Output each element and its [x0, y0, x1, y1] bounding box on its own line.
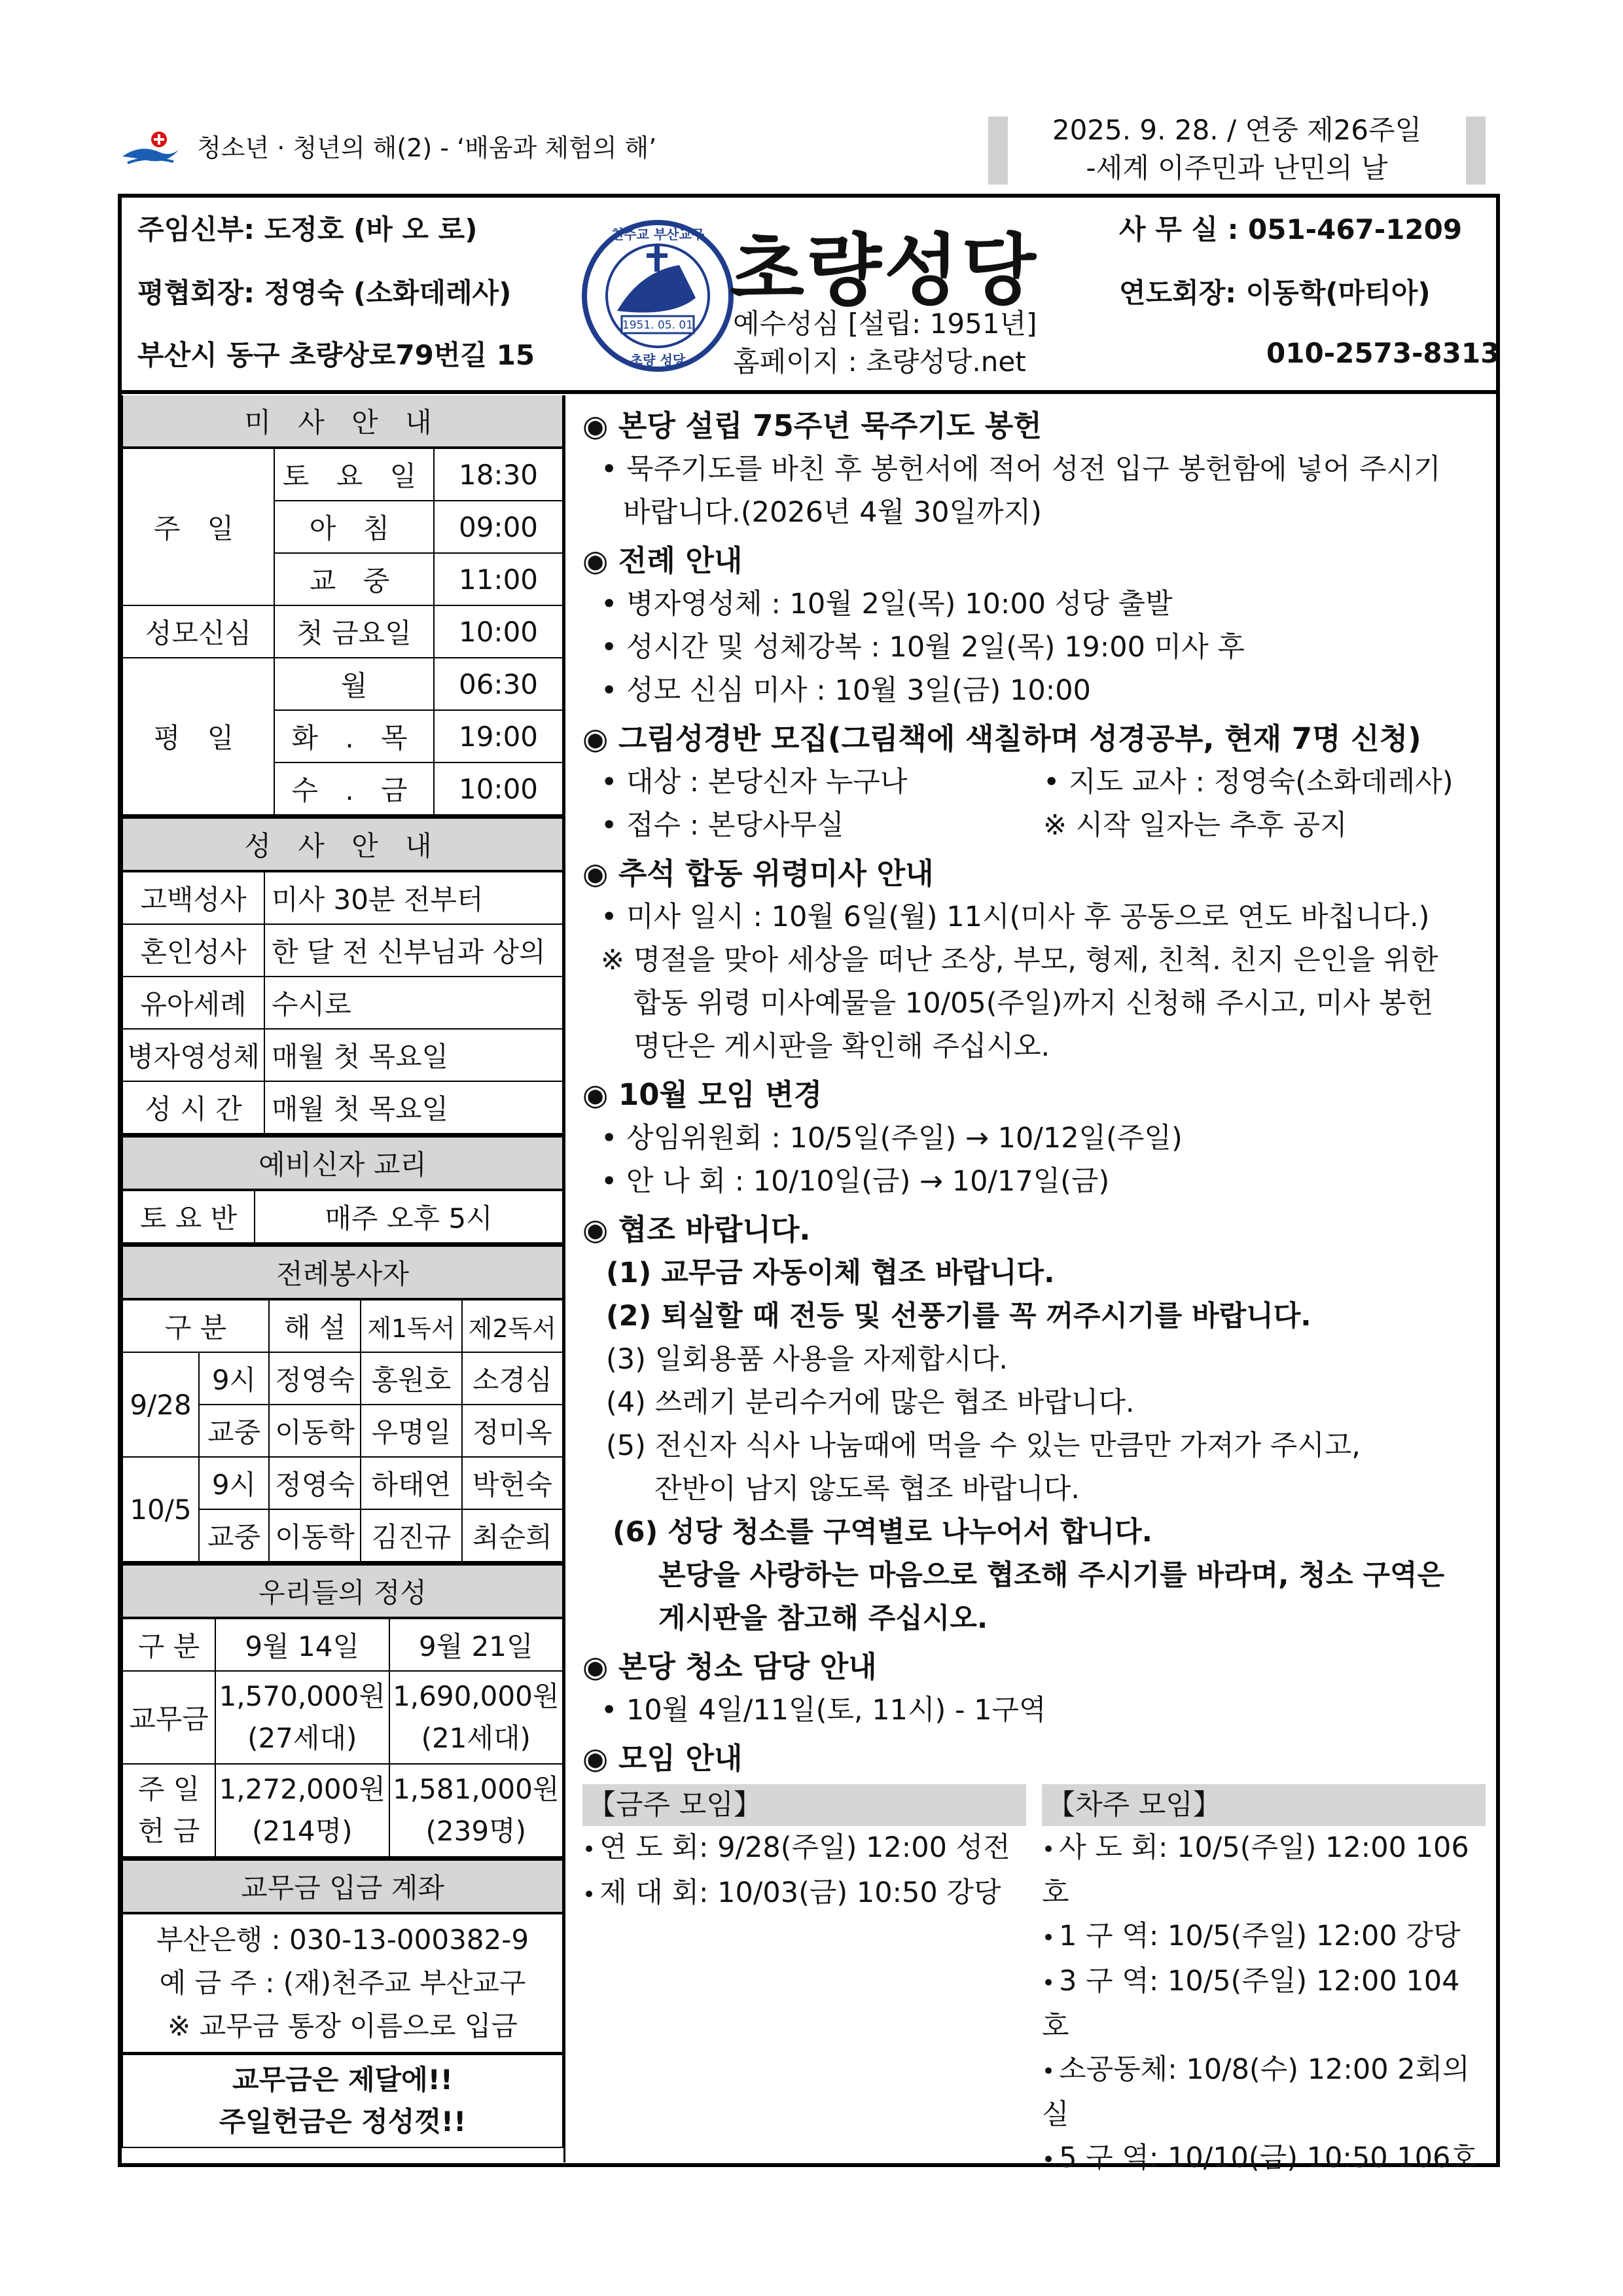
sacrament-header: 성 사 안 내: [122, 817, 563, 872]
yeondo-president: 연도회장: 이동학(마티아): [1119, 277, 1431, 309]
slogan-2: 주일헌금은 정성껏!!: [219, 2106, 467, 2138]
offering-count: (27세대): [247, 1722, 357, 1754]
notice-line: • 상임위원회 : 10/5일(주일) → 10/12일(주일): [601, 1122, 1183, 1155]
section-title: ◉ 전례 안내: [582, 543, 743, 578]
offering-amount: 1,690,000원: [393, 1680, 560, 1712]
ministers-name: 소경심: [462, 1352, 563, 1405]
council-president: 평협회장: 정영숙 (소화데레사): [137, 277, 512, 309]
catechumen-key: 토 요 반: [122, 1190, 255, 1243]
sacrament-key: 유아세례: [122, 977, 264, 1029]
wed-label: 수 . 금: [274, 762, 434, 815]
office-phone: 사 무 실 : 051-467-1209: [1119, 213, 1463, 245]
mon-label: 월: [274, 658, 434, 710]
ministers-name: 정영숙: [269, 1457, 361, 1509]
notice-line: 합동 위령 미사예물을 10/05(주일)까지 신청해 주시고, 미사 봉헌: [633, 987, 1434, 1020]
meeting-item: • 사 도 회: 10/5(주일) 12:00 106호: [1042, 1826, 1486, 1914]
gyojung-label: 교 중: [274, 553, 434, 605]
notice-line: 바랍니다.(2026년 4월 30일까지): [623, 496, 1042, 529]
sacrament-key: 혼인성사: [122, 924, 264, 977]
catechumen-value: 매주 오후 5시: [255, 1190, 563, 1243]
notice-line: • 성모 신심 미사 : 10월 3일(금) 10:00: [601, 674, 1091, 707]
parish-seal-icon: [581, 219, 735, 373]
slogan-1: 교무금은 제달에!!: [232, 2064, 453, 2096]
main-content: [582, 399, 1486, 2181]
gyojung-time: 11:00: [434, 553, 563, 605]
meeting-item: • 제 대 회: 10/03(금) 10:50 강당: [582, 1871, 1026, 1916]
ministers-header: 전례봉사자: [122, 1246, 563, 1300]
section-title: ◉ 협조 바랍니다.: [582, 1212, 811, 1247]
notice-line: • 미사 일시 : 10월 6일(월) 11시(미사 후 공동으로 연도 바칩니다.): [601, 901, 1430, 933]
seal-top-text: 천주교 부산교구: [611, 226, 705, 242]
next-week-header: 【차주 모임】: [1042, 1784, 1486, 1826]
date-bar-right: [1466, 117, 1486, 185]
sacrament-key: 병자영성체: [122, 1029, 264, 1081]
notice-line: (2) 퇴실할 때 전등 및 선풍기를 꼭 꺼주시기를 바랍니다.: [606, 1300, 1311, 1333]
sunday-label: 주 일: [122, 448, 274, 605]
ministers-col: 구 분: [122, 1299, 269, 1352]
notice-line: (6) 성당 청소를 구역별로 나누어서 합니다.: [613, 1516, 1153, 1549]
ministers-name: 정미옥: [462, 1405, 563, 1457]
offering-header: 우리들의 정성: [122, 1564, 563, 1619]
theme-line: [121, 128, 656, 170]
account-table: [122, 1857, 563, 2148]
ministers-name: 김진규: [361, 1509, 461, 1562]
mass-header: 미 사 안 내: [122, 395, 563, 448]
account-bank: 부산은행 : 030-13-000382-9: [156, 1924, 529, 1956]
mary-time: 10:00: [434, 605, 563, 658]
ministers-date: 9/28: [122, 1352, 199, 1457]
feast-line: -세계 이주민과 난민의 날: [1086, 152, 1388, 184]
section-title: ◉ 추석 합동 위령미사 안내: [582, 856, 934, 891]
account-note: ※ 교무금 통장 이름으로 입금: [168, 2010, 518, 2042]
ministers-table: [122, 1244, 563, 1562]
column-divider: [563, 395, 565, 2162]
offering-amount: 1,581,000원: [393, 1773, 560, 1805]
meeting-item: • 연 도 회: 9/28(주일) 12:00 성전: [582, 1826, 1026, 1871]
offering-row-label: 헌 금: [137, 1815, 200, 1847]
sacrament-value: 수시로: [264, 977, 563, 1029]
offering-count: (239명): [425, 1815, 526, 1847]
sat-label: 토 요 일: [274, 448, 434, 501]
ministers-name: 하태연: [361, 1457, 461, 1509]
ministers-name: 최순희: [462, 1509, 563, 1562]
offering-table: [122, 1562, 563, 1857]
offering-row-label: 주 일: [137, 1773, 200, 1805]
parish-address: 부산시 동구 초량상로79번길 15: [137, 339, 535, 371]
tue-label: 화 . 목: [274, 710, 434, 762]
morning-time: 09:00: [434, 501, 563, 553]
section-title: ◉ 그림성경반 모집(그림책에 색칠하며 성경공부, 현재 7명 신청): [582, 721, 1421, 756]
mon-time: 06:30: [434, 658, 563, 710]
meeting-item: • 소공동체: 10/8(수) 12:00 2회의실: [1042, 2048, 1486, 2136]
wed-time: 10:00: [434, 762, 563, 815]
left-column: [122, 395, 563, 2148]
meeting-item: • 3 구 역: 10/5(주일) 12:00 104호: [1042, 1960, 1486, 2048]
ministers-mass: 교중: [199, 1509, 269, 1562]
sacrament-key: 성 시 간: [122, 1081, 264, 1134]
this-week-header: 【금주 모임】: [582, 1784, 1026, 1826]
sacrament-key: 고백성사: [122, 871, 264, 924]
ministers-name: 우명일: [361, 1405, 461, 1457]
catechumen-header: 예비신자 교리: [122, 1136, 563, 1191]
ministers-col: 제1독서: [361, 1299, 461, 1352]
ministers-date: 10/5: [122, 1457, 199, 1562]
meeting-schedule: [582, 1784, 1486, 2181]
account-holder: 예 금 주 : (재)천주교 부산교구: [159, 1967, 526, 1999]
ministers-col: 제2독서: [462, 1299, 563, 1352]
weekday-label: 평 일: [122, 658, 274, 815]
offering-amount: 1,570,000원: [219, 1680, 385, 1712]
ministers-name: 이동학: [269, 1405, 361, 1457]
morning-label: 아 침: [274, 501, 434, 553]
section-title: ◉ 본당 설립 75주년 묵주기도 봉헌: [582, 408, 1042, 443]
sacrament-value: 매월 첫 목요일: [264, 1029, 563, 1081]
notice-line: (4) 쓰레기 분리수거에 많은 협조 바랍니다.: [606, 1386, 1135, 1419]
notice-line: • 안 나 회 : 10/10일(금) → 10/17일(금): [601, 1165, 1110, 1198]
meeting-item: • 1 구 역: 10/5(주일) 12:00 강당: [1042, 1914, 1486, 1960]
date-box: [988, 111, 1486, 190]
notice-line: (3) 일회용품 사용을 자제합시다.: [606, 1343, 1008, 1376]
offering-col: 9월 21일: [389, 1618, 563, 1671]
yeondo-phone: 010-2573-8313: [1266, 337, 1500, 369]
date-bar-left: [988, 117, 1008, 185]
sacrament-value: 한 달 전 신부님과 상의: [264, 924, 563, 977]
notice-line: 잔반이 남지 않도록 협조 바랍니다.: [654, 1473, 1080, 1505]
notice-line: • 지도 교사 : 정영숙(소화데레사): [1043, 766, 1454, 798]
notice-line: ※ 명절을 맞아 세상을 떠난 조상, 부모, 형제, 친척. 친지 은인을 위한: [601, 944, 1438, 977]
notice-line: • 대상 : 본당신자 누구나: [601, 766, 908, 798]
offering-count: (21세대): [421, 1722, 531, 1754]
seal-date: 1951. 05. 01: [622, 319, 694, 332]
notice-line: (5) 전신자 식사 나눔때에 먹을 수 있는 만큼만 가져가 주시고,: [606, 1429, 1361, 1462]
ministers-mass: 9시: [199, 1352, 269, 1405]
ministers-name: 정영숙: [269, 1352, 361, 1405]
offering-col: 구 분: [122, 1618, 215, 1671]
sacrament-value: 미사 30분 전부터: [264, 871, 563, 924]
offering-amount: 1,272,000원: [219, 1773, 385, 1805]
parish-title: 초량성당: [730, 225, 1039, 315]
sat-time: 18:30: [434, 448, 563, 501]
notice-line: • 묵주기도를 바친 후 봉헌서에 적어 성전 입구 봉헌함에 넣어 주시기: [601, 453, 1441, 486]
notice-line: 명단은 게시판을 확인해 주십시오.: [633, 1030, 1050, 1063]
patron-founding: 예수성심 [설립: 1951년]: [733, 308, 1037, 340]
ministers-name: 이동학: [269, 1509, 361, 1562]
sacrament-value: 매월 첫 목요일: [264, 1081, 563, 1134]
notice-line: • 성시간 및 성체강복 : 10월 2일(목) 19:00 미사 후: [601, 631, 1245, 664]
tue-time: 19:00: [434, 710, 563, 762]
ministers-mass: 9시: [199, 1457, 269, 1509]
meeting-item: • 5 구 역: 10/10(금) 10:50 106호: [1042, 2136, 1486, 2181]
homepage: 홈페이지 : 초량성당.net: [733, 346, 1026, 378]
mass-table: [122, 395, 563, 816]
account-header: 교무금 입금 계좌: [122, 1859, 563, 1914]
notice-line: • 10월 4일/11일(토, 11시) - 1구역: [601, 1694, 1046, 1727]
notice-line: • 병자영성체 : 10월 2일(목) 10:00 성당 출발: [601, 588, 1173, 620]
notice-line: 게시판을 참고해 주십시오.: [658, 1602, 988, 1635]
notice-line: ※ 시작 일자는 추후 공지: [1043, 809, 1347, 842]
section-title: ◉ 10월 모임 변경: [582, 1077, 823, 1112]
header-divider: [122, 390, 1496, 394]
mary-label: 성모신심: [122, 605, 274, 658]
section-title: ◉ 모임 안내: [582, 1741, 743, 1776]
ministers-name: 홍원호: [361, 1352, 461, 1405]
notice-line: • 접수 : 본당사무실: [601, 809, 844, 842]
seal-bottom-text: 초량 성당: [630, 352, 686, 368]
date-line: 2025. 9. 28. / 연중 제26주일: [1052, 114, 1422, 146]
catechumen-table: [122, 1134, 563, 1244]
ministers-name: 박헌숙: [462, 1457, 563, 1509]
sacrament-table: [122, 816, 563, 1134]
notice-line: 본당을 사랑하는 마음으로 협조해 주시기를 바라며, 청소 구역은: [658, 1559, 1445, 1592]
offering-count: (214명): [251, 1815, 353, 1847]
theme-text: 청소년 · 청년의 해(2) - ‘배움과 체험의 해’: [197, 134, 657, 162]
offering-row-label: 교무금: [122, 1671, 215, 1764]
pastor-name: 주임신부: 도정호 (바 오 로): [137, 213, 478, 245]
diocese-logo-icon: [121, 130, 180, 170]
offering-col: 9월 14일: [215, 1618, 389, 1671]
section-title: ◉ 본당 청소 담당 안내: [582, 1649, 877, 1684]
notice-line: (1) 교무금 자동이체 협조 바랍니다.: [606, 1257, 1055, 1289]
ministers-mass: 교중: [199, 1405, 269, 1457]
ministers-col: 해 설: [269, 1299, 361, 1352]
mary-day: 첫 금요일: [274, 605, 434, 658]
